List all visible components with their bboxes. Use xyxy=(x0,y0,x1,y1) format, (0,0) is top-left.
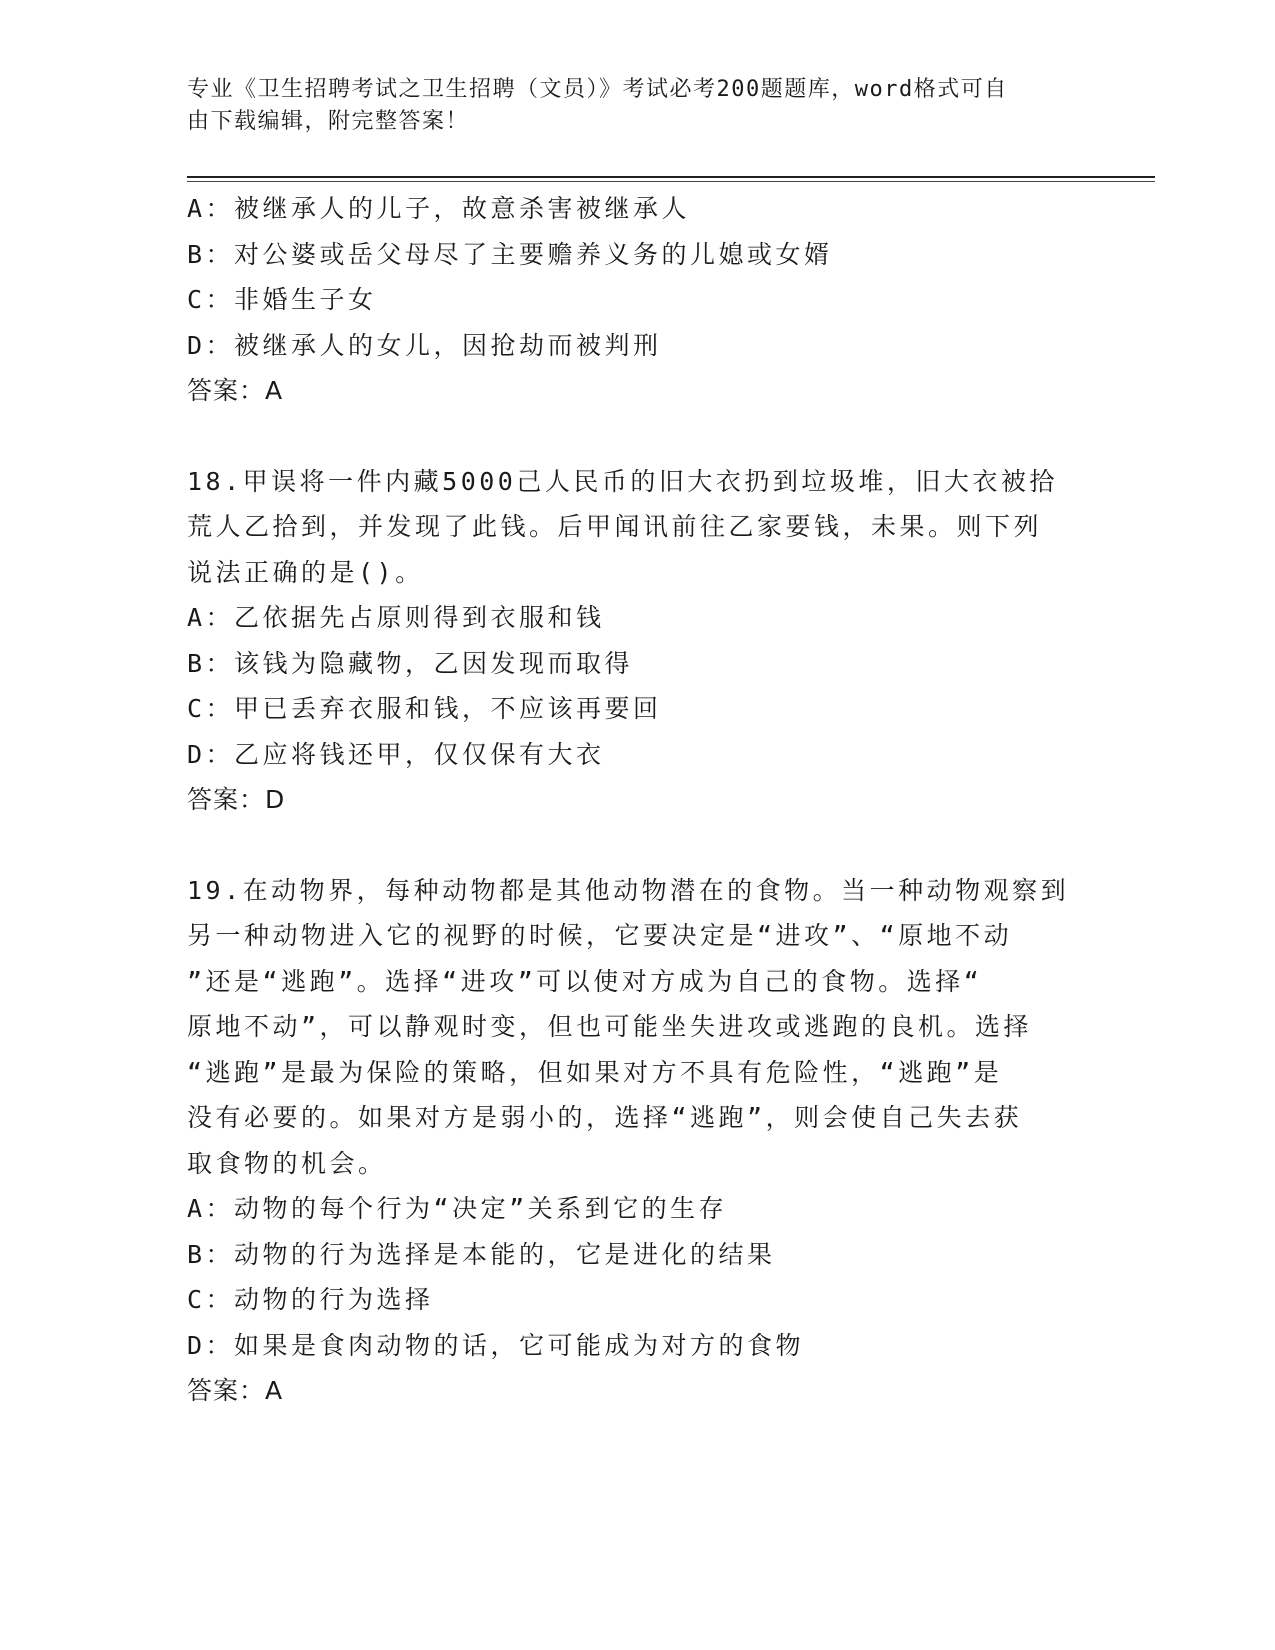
stem-line: “逃跑”是最为保险的策略，但如果对方不具有危险性，“逃跑”是 xyxy=(187,1057,1003,1087)
stem-line: 荒人乙拾到，并发现了此钱。后甲闻讯前往乙家要钱，未果。则下列 xyxy=(187,512,1043,541)
option-c: C：非婚生子女 xyxy=(187,285,377,314)
option-c: C：甲已丢弃衣服和钱，不应该再要回 xyxy=(187,694,662,723)
option-a: A：乙依据先占原则得到衣服和钱 xyxy=(187,603,605,632)
option-d: D：如果是食肉动物的话，它可能成为对方的食物 xyxy=(187,1330,805,1360)
answer-label: 答案：D xyxy=(187,785,286,814)
question-list xyxy=(187,186,1087,1414)
stem-line: 19.在动物界，每种动物都是其他动物潜在的食物。当一种动物观察到 xyxy=(187,875,1070,905)
document-header xyxy=(187,74,1067,138)
stem-line: 原地不动”，可以静观时变，但也可能坐失进攻或逃跑的良机。选择 xyxy=(187,1012,1033,1041)
option-d: D：被继承人的女儿，因抢劫而被判刑 xyxy=(187,330,662,360)
answer-label: 答案：A xyxy=(187,376,284,405)
stem-line: ”还是“逃跑”。选择“进攻”可以使对方成为自己的食物。选择“ xyxy=(187,966,983,996)
option-d: D：乙应将钱还甲，仅仅保有大衣 xyxy=(187,739,605,769)
spacer xyxy=(187,823,1087,868)
question-stem xyxy=(187,459,1087,596)
stem-line: 18.甲误将一件内藏5000己人民币的旧大衣扔到垃圾堆，旧大衣被拾 xyxy=(187,466,1058,496)
answer-label: 答案：A xyxy=(187,1376,284,1405)
header-divider-thick xyxy=(187,176,1155,178)
option-b: B：对公婆或岳父母尽了主要赡养义务的儿媳或女婿 xyxy=(187,239,833,269)
stem-line: 没有必要的。如果对方是弱小的，选择“逃跑”，则会使自己失去获 xyxy=(187,1103,1023,1132)
question-stem xyxy=(187,868,1087,1187)
stem-line: 说法正确的是()。 xyxy=(187,557,424,587)
header-line-2: 由下载编辑，附完整答案！ xyxy=(187,109,470,134)
option-a: A：动物的每个行为“决定”关系到它的生存 xyxy=(187,1194,728,1223)
stem-line: 另一种动物进入它的视野的时候，它要决定是“进攻”、“原地不动 xyxy=(187,921,1013,950)
question-18 xyxy=(187,459,1087,823)
header-line-1: 专业《卫生招聘考试之卫生招聘（文员）》考试必考200题题库，word格式可自 xyxy=(187,77,1008,102)
option-a: A：被继承人的儿子，故意杀害被继承人 xyxy=(187,194,691,223)
question-19 xyxy=(187,868,1087,1414)
stem-line: 取食物的机会。 xyxy=(187,1148,387,1178)
header-divider-thin xyxy=(187,181,1155,182)
option-c: C：动物的行为选择 xyxy=(187,1285,434,1314)
option-b: B：该钱为隐藏物，乙因发现而取得 xyxy=(187,648,634,678)
question-17 xyxy=(187,186,1087,414)
option-b: B：动物的行为选择是本能的，它是进化的结果 xyxy=(187,1239,776,1269)
spacer xyxy=(187,414,1087,459)
